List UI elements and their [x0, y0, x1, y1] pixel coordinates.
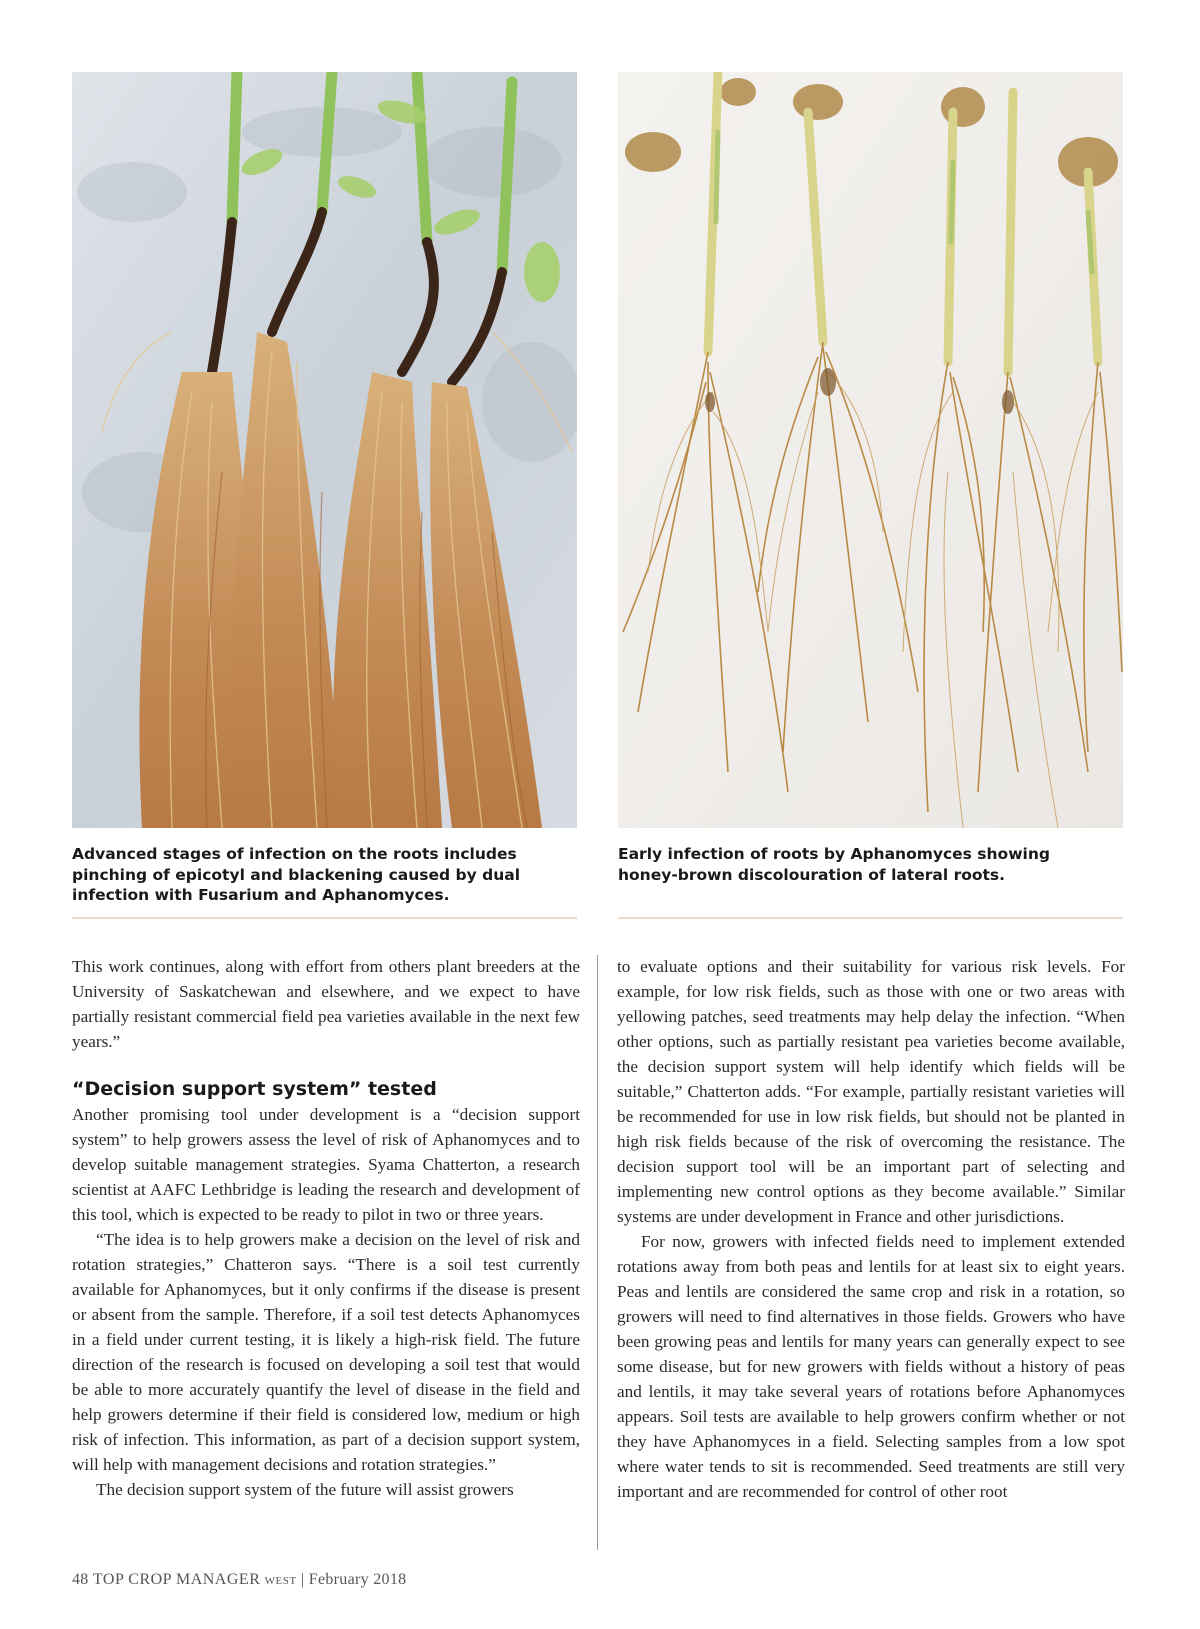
paragraph: The decision support system of the future will assist growers: [96, 1480, 514, 1499]
photo-advanced-infection: [72, 72, 577, 828]
issue-date: February 2018: [308, 1571, 407, 1588]
paragraph: to evaluate options and their suitability for various risk levels. For example, for low risk fields, such as those with one or two areas with yellowing patches, seed treatments may help delay the infection. “When other options, such as partially resistant pea varieties become available, the decision support system will help identify which fields will be suitable,” Chatterton adds. “For example, partially resistant varieties will be recommended for use in low risk fields, but should not be planted in high risk fields because of the risk of overcoming the resistance. The decision support tool will be an important part of selecting and implementing new control options as they become available.” Similar systems are under development in France and other jurisdictions.: [617, 957, 1125, 1226]
figure-caption-left: Advanced stages of infection on the roots includes pinching of epicotyl and blackening caused by dual infection with Fusarium and Aphanomyces.: [72, 845, 521, 904]
caption-rule-right: [618, 917, 1123, 919]
root-photo-right-graphic: [618, 72, 1123, 828]
footer-separator: |: [300, 1571, 305, 1588]
section-heading: “Decision support system” tested: [72, 1078, 437, 1100]
paragraph: “The idea is to help growers make a decision on the level of risk and rotation strategies,” Chatteron says. “There is a soil test currently available for Aphanomyces, but it only confirms if the disease is present or absent from the sample. Therefore, if a soil test detects Aphanomyces in a field under current testing, it is likely a high-risk field. The future direction of the research is focused on developing a soil test that would be able to more accurately quantify the level of disease in the field and help growers determine if their field is considered low, medium or high risk of infection. This information, as part of a decision support system, will help with management decisions and rotation strategies.”: [72, 1230, 580, 1474]
photo-early-infection: [618, 72, 1123, 828]
paragraph: Another promising tool under development is a “decision support system” to help growers assess the level of risk of Aphanomyces and to develop suitable management strategies. Syama Chatterton, a research scientist at AAFC Lethbridge is leading the research and development of this tool, which is expected to be ready to pilot in two or three years.: [72, 1105, 580, 1224]
column-divider: [597, 955, 598, 1550]
article-column-left: [72, 954, 580, 1502]
paragraph: This work continues, along with effort from others plant breeders at the University of Saskatchewan and elsewhere, and we expect to have partially resistant commercial field pea varieties available in the next few years.”: [72, 957, 580, 1051]
magazine-name: TOP CROP MANAGER: [92, 1571, 261, 1588]
paragraph: For now, growers with infected fields need to implement extended rotations away from both peas and lentils for at least six to eight years. Peas and lentils are considered the same crop and risk in a rotation, so growers will need to find alternatives in those fields. Growers who have been growing peas and lentils for many years can generally expect to see some disease, but for new growers with fields without a history of peas and lentils, it may take several years of rotations before Aphanomyces appears. Soil tests are available to help growers confirm whether or not they have Aphanomyces in a field. Selecting samples from a low spot where water tends to sit is recommended. Seed treatments are still very important and are recommended for control of other root: [617, 1232, 1125, 1501]
page-number: 48: [72, 1571, 89, 1588]
edition-label: WEST: [264, 1575, 297, 1587]
caption-rule-left: [72, 917, 577, 919]
figure-caption-right: Early infection of roots by Aphanomyces showing honey-brown discolouration of lateral roots.: [618, 845, 1050, 884]
article-column-right: [617, 954, 1125, 1504]
root-photo-left-graphic: [72, 72, 577, 828]
page-footer: [72, 1571, 406, 1589]
